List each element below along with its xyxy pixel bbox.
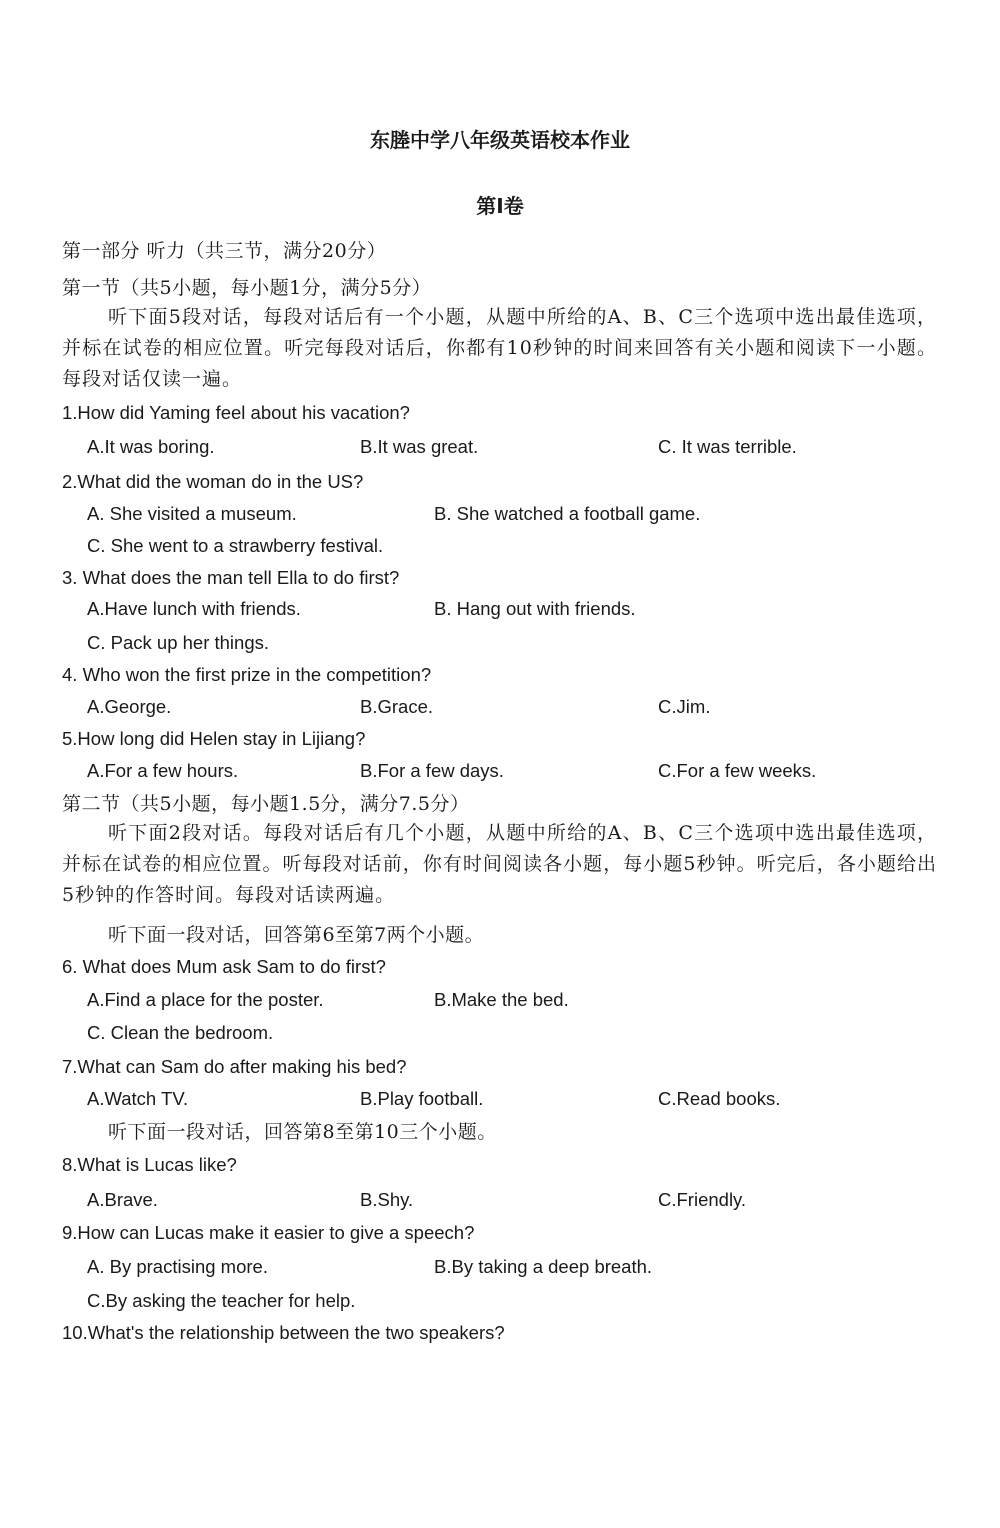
q5-option-c: C.For a few weeks. <box>658 760 817 781</box>
section1-instructions: 听下面5段对话，每段对话后有一个小题，从题中所给的A、B、C三个选项中选出最佳选项，并标在试卷的相应位置。听完每段对话后，你都有10秒钟的时间来回答有关小题和阅读下一小题。每段对话仅读一遍。 <box>62 306 937 390</box>
q2-option-b: B. She watched a football game. <box>434 503 701 524</box>
q3-option-c: C. Pack up her things. <box>87 632 270 653</box>
question-3: 3. What does the man tell Ella to do first? <box>62 567 400 588</box>
q1-option-b: B.It was great. <box>360 436 479 457</box>
volume-heading: 第Ⅰ卷 <box>476 194 524 218</box>
question-9: 9.How can Lucas make it easier to give a speech? <box>62 1222 475 1243</box>
q9-option-c: C.By asking the teacher for help. <box>87 1290 356 1311</box>
section2-note-2: 听下面一段对话，回答第8至第10三个小题。 <box>108 1121 497 1143</box>
q7-option-a: A.Watch TV. <box>87 1088 189 1109</box>
section1-heading: 第一节（共5小题，每小题1分，满分5分） <box>62 277 432 299</box>
section2-instructions: 听下面2段对话。每段对话后有几个小题，从题中所给的A、B、C三个选项中选出最佳选项，并标在试卷的相应位置。听每段对话前，你有时间阅读各小题，每小题5秒钟。听完后，各小题给出5秒钟的作答时间。每段对话读两遍。 <box>62 822 937 906</box>
q7-option-c: C.Read books. <box>658 1088 781 1109</box>
q8-option-c: C.Friendly. <box>658 1189 747 1210</box>
question-7: 7.What can Sam do after making his bed? <box>62 1056 407 1077</box>
q4-option-b: B.Grace. <box>360 696 433 717</box>
section2-heading: 第二节（共5小题，每小题1.5分，满分7.5分） <box>62 793 470 815</box>
q1-option-a: A.It was boring. <box>87 436 215 457</box>
q9-option-a: A. By practising more. <box>87 1256 268 1277</box>
section2-note-1: 听下面一段对话，回答第6至第7两个小题。 <box>108 924 485 946</box>
q4-option-a: A.George. <box>87 696 172 717</box>
q6-option-a: A.Find a place for the poster. <box>87 989 324 1010</box>
question-6: 6. What does Mum ask Sam to do first? <box>62 956 386 977</box>
question-1: 1.How did Yaming feel about his vacation? <box>62 402 410 423</box>
document-title: 东塍中学八年级英语校本作业 <box>370 128 630 152</box>
q6-option-b: B.Make the bed. <box>434 989 569 1010</box>
question-4: 4. Who won the first prize in the competition? <box>62 664 432 685</box>
q1-option-c: C. It was terrible. <box>658 436 797 457</box>
question-8: 8.What is Lucas like? <box>62 1154 237 1175</box>
question-5: 5.How long did Helen stay in Lijiang? <box>62 728 366 749</box>
q5-option-b: B.For a few days. <box>360 760 504 781</box>
q8-option-b: B.Shy. <box>360 1189 414 1210</box>
part1-heading: 第一部分 听力（共三节，满分20分） <box>62 240 387 262</box>
q9-option-b: B.By taking a deep breath. <box>434 1256 653 1277</box>
q2-option-c: C. She went to a strawberry festival. <box>87 535 384 556</box>
q8-option-a: A.Brave. <box>87 1189 158 1210</box>
q2-option-a: A. She visited a museum. <box>87 503 297 524</box>
q3-option-b: B. Hang out with friends. <box>434 598 636 619</box>
question-2: 2.What did the woman do in the US? <box>62 471 364 492</box>
q7-option-b: B.Play football. <box>360 1088 484 1109</box>
q4-option-c: C.Jim. <box>658 696 711 717</box>
q3-option-a: A.Have lunch with friends. <box>87 598 301 619</box>
question-10: 10.What's the relationship between the two speakers? <box>62 1322 505 1343</box>
q5-option-a: A.For a few hours. <box>87 760 239 781</box>
q6-option-c: C. Clean the bedroom. <box>87 1022 274 1043</box>
